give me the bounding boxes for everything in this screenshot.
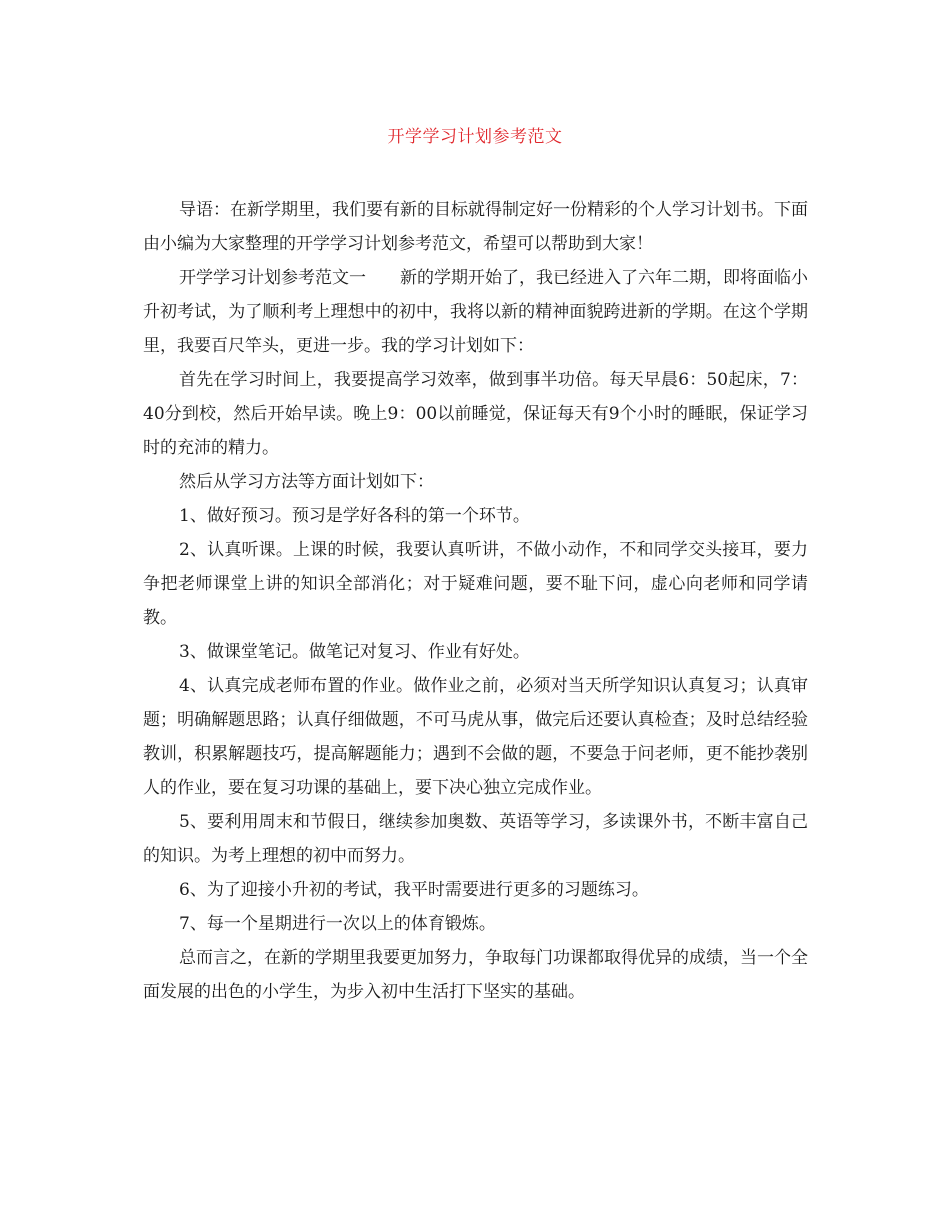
paragraph-sample-one: 开学学习计划参考范文一 新的学期开始了，我已经进入了六年二期，即将面临小升初考试，为了顺利考上理想中的初中，我将以新的精神面貌跨进新的学期。在这个学期里，我要百尺竿头，更进一步。我的学习计划如下：	[143, 268, 808, 356]
list-item-sports: 7、每一个星期进行一次以上的体育锻炼。	[179, 914, 496, 934]
paragraph-method-heading: 然后从学习方法等方面计划如下：	[179, 472, 434, 492]
paragraph-study-time: 首先在学习时间上，我要提高学习效率，做到事半功倍。每天早晨6：50起床，7：40分到校，然后开始早读。晚上9：00以前睡觉，保证每天有9个小时的睡眠，保证学习时的充沛的精力。	[143, 370, 808, 458]
paragraph-conclusion: 总而言之，在新的学期里我要更加努力，争取每门功课都取得优异的成绩，当一个全面发展的出色的小学生，为步入初中生活打下坚实的基础。	[143, 948, 808, 1002]
list-item-listen: 2、认真听课。上课的时候，我要认真听讲，不做小动作，不和同学交头接耳，要力争把老师课堂上讲的知识全部消化；对于疑难问题，要不耻下问，虚心向老师和同学请教。	[143, 540, 808, 628]
list-item-preview: 1、做好预习。预习是学好各科的第一个环节。	[179, 506, 530, 526]
paragraph-intro: 导语：在新学期里，我们要有新的目标就得制定好一份精彩的个人学习计划书。下面由小编为大家整理的开学学习计划参考范文，希望可以帮助到大家！	[143, 200, 808, 254]
list-item-notes: 3、做课堂笔记。做笔记对复习、作业有好处。	[179, 642, 530, 662]
list-item-homework: 4、认真完成老师布置的作业。做作业之前，必须对当天所学知识认真复习；认真审题；明确解题思路；认真仔细做题，不可马虎从事，做完后还要认真检查；及时总结经验教训，积累解题技巧，提高解题能力；遇到不会做的题，不要急于问老师，更不能抄袭别人的作业，要在复习功课的基础上，要下决心独立完成作业。	[143, 676, 808, 798]
document-body	[143, 193, 808, 1009]
list-item-weekend: 5、要利用周末和节假日，继续参加奥数、英语等学习，多读课外书，不断丰富自己的知识。为考上理想的初中而努力。	[143, 812, 808, 866]
document-title: 开学学习计划参考范文	[387, 127, 563, 147]
list-item-exercises: 6、为了迎接小升初的考试，我平时需要进行更多的习题练习。	[179, 880, 649, 900]
